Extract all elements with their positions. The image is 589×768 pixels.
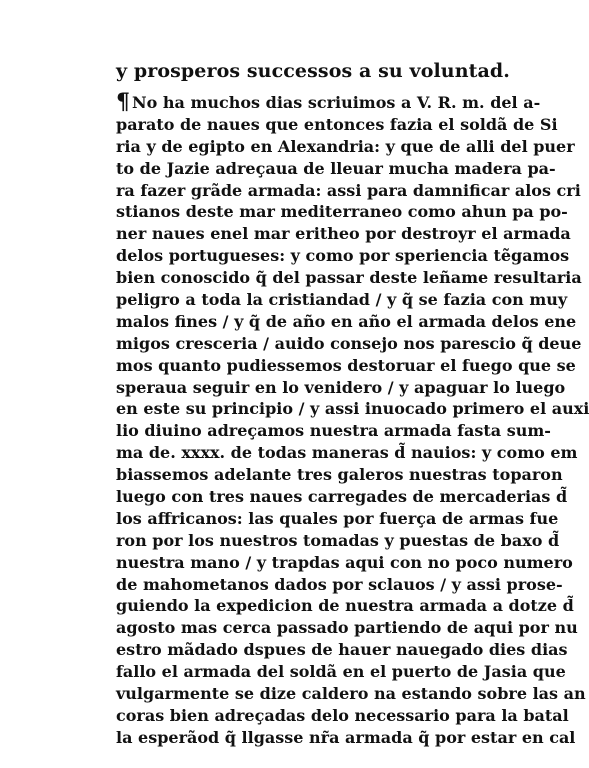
text-line: delos portugueses: y como por speriencia tẽgamos [116, 246, 570, 266]
text-line: ma de. xxxx. de todas maneras d̃ nauios: y como em [116, 443, 578, 463]
text-line: estro mãdado dspues de hauer nauegado dies dias [116, 640, 568, 660]
text-line: ¶ No ha muchos dias scriuimos a V. R. m. del a- [116, 89, 541, 115]
text-line: fallo el armada del soldã en el puerto de Jasia que [116, 662, 566, 682]
text-line: la esperãod q̃ llgasse nr̃a armada q̃ por estar en cal [116, 727, 576, 747]
text-line: peligro a toda la cristiandad / y q̃ se fazia con muy [116, 290, 568, 310]
text-line: ria y de egipto en Alexandria: y que de alli del puer [116, 136, 575, 156]
text-line: ron por los nuestros tomadas y puestas de baxo d̃ [116, 530, 560, 550]
text-line: ra fazer grãde armada: assi para damnificar alos cri [116, 180, 581, 200]
text-line: vulgarmente se dize caldero na estando sobre las an [116, 684, 586, 704]
text-line: coras bien adreçadas delo necessario para la batal [116, 705, 569, 725]
text-line: speraua seguir en lo venidero / y apaguar lo luego [116, 377, 566, 397]
text-line: de mahometanos dados por sclauos / y assi prose- [116, 574, 563, 594]
text-line: parato de naues que entonces fazia el soldã de Si [116, 114, 558, 134]
text-line: bien conoscido q̃ del passar deste leñame resultaria [116, 268, 582, 288]
text-line: nuestra mano / y trapdas aqui con no poco numero [116, 552, 573, 572]
text-line: luego con tres naues carregades de mercaderias d̃ [116, 487, 568, 507]
text-line: migos cresceria / auido consejo nos parescio q̃ deue [116, 333, 582, 353]
text-line: to de Jazie adreçaua de lleuar mucha madera pa- [116, 158, 556, 178]
text-line: agosto mas cerca passado partiendo de aqui por nu [116, 618, 578, 638]
carryover-line: y prosperos successos a su voluntad. [116, 60, 510, 82]
paragraph [116, 89, 589, 749]
text-line: malos fines / y q̃ de año en año el armada delos ene [116, 311, 577, 331]
text-line: mos quanto pudiessemos destoruar el fuego que se [116, 355, 576, 375]
paragraph-mark-icon: ¶ [116, 89, 130, 115]
text-line: biassemos adelante tres galeros nuestras toparon [116, 465, 563, 485]
text-line: lio diuino adreçamos nuestra armada fasta sum- [116, 421, 551, 441]
text-line: en este su principio / y assi inuocado primero el auxi [116, 399, 589, 419]
text-line: guiendo la expedicion de nuestra armada a dotze d̃ [116, 596, 574, 616]
text-line: ner naues enel mar eritheo por destroyr el armada [116, 224, 571, 244]
text-line: stianos deste mar mediterraneo como ahun pa po- [116, 202, 568, 222]
text-line: los affricanos: las quales por fuerça de armas fue [116, 508, 559, 528]
